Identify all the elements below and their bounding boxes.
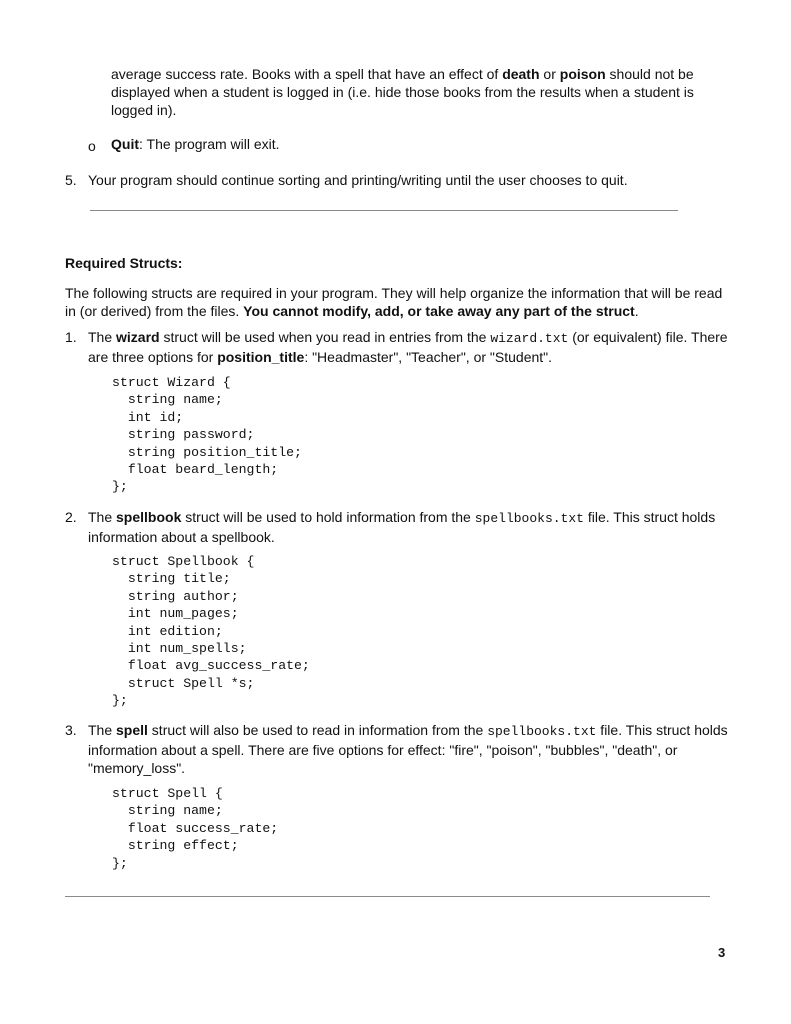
item-number: 1. <box>65 329 77 345</box>
desc-bold: position_title <box>217 349 305 365</box>
paragraph-text: average success rate. Books with a spell that have an effect of <box>111 66 503 82</box>
desc-text: : "Headmaster", "Teacher", or "Student". <box>304 349 553 365</box>
quit-label: Quit <box>111 136 139 152</box>
struct-2-description <box>88 508 728 546</box>
desc-bold: spell <box>116 722 148 738</box>
poison-keyword: poison <box>559 66 606 82</box>
death-keyword: death <box>502 66 540 82</box>
spell-struct-code: struct Spell { string name; float success_rate; string effect; }; <box>112 786 279 871</box>
struct-3-description <box>88 721 733 777</box>
desc-text: The <box>88 329 117 345</box>
desc-bold: wizard <box>116 329 160 345</box>
paragraph-text: should not be displayed when a student is logged in (i.e. hide those books from the results when a student is logged in). <box>111 66 694 118</box>
item-number: 2. <box>65 509 77 525</box>
filename: wizard.txt <box>490 331 569 346</box>
filename: spellbooks.txt <box>474 511 584 526</box>
wizard-struct-code: struct Wizard { string name; int id; string password; string position_title; float beard_length; }; <box>112 375 302 495</box>
intro-text: . <box>634 303 639 319</box>
intro-paragraph <box>65 284 725 320</box>
section-heading-text: Required Structs: <box>65 255 183 271</box>
paragraph-text: or <box>539 66 560 82</box>
intro-text: The following structs are required in your program. They will help organize the information that will be read in (or derived) from the files. <box>65 285 723 319</box>
continuation-paragraph <box>111 65 711 119</box>
desc-text: The <box>88 722 117 738</box>
desc-text: struct will be used when you read in entries from the <box>159 329 491 345</box>
section-heading <box>65 254 182 272</box>
desc-text: (or equivalent) file. There are three options for <box>88 329 728 365</box>
item-number: 3. <box>65 722 77 738</box>
item-number: 5. <box>65 172 77 188</box>
intro-bold: You cannot modify, add, or take away any part of the struct <box>243 303 635 319</box>
page-number: 3 <box>718 945 726 960</box>
footer-divider <box>65 896 710 897</box>
desc-bold: spellbook <box>116 509 182 525</box>
desc-text: file. This struct holds information about a spell. There are five options for effect: "fire", "poison", "bubbles", "death", or "memory_loss". <box>88 722 728 776</box>
desc-text: struct will be used to hold information from the <box>181 509 475 525</box>
desc-text: file. This struct holds information about a spellbook. <box>88 509 716 545</box>
spellbook-struct-code: struct Spellbook { string title; string author; int num_pages; int edition; int num_spells; float avg_success_rate; struct Spell *s; }; <box>112 554 310 709</box>
struct-1-description <box>88 328 728 366</box>
item-5-text: Your program should continue sorting and printing/writing until the user chooses to quit. <box>88 172 628 188</box>
filename: spellbooks.txt <box>487 724 597 739</box>
desc-text: The <box>88 509 117 525</box>
section-divider <box>90 210 678 211</box>
quit-text: : The program will exit. <box>139 136 280 152</box>
quit-item <box>111 135 711 153</box>
desc-text: struct will also be used to read in information from the <box>147 722 488 738</box>
bullet-marker: o <box>88 138 96 154</box>
